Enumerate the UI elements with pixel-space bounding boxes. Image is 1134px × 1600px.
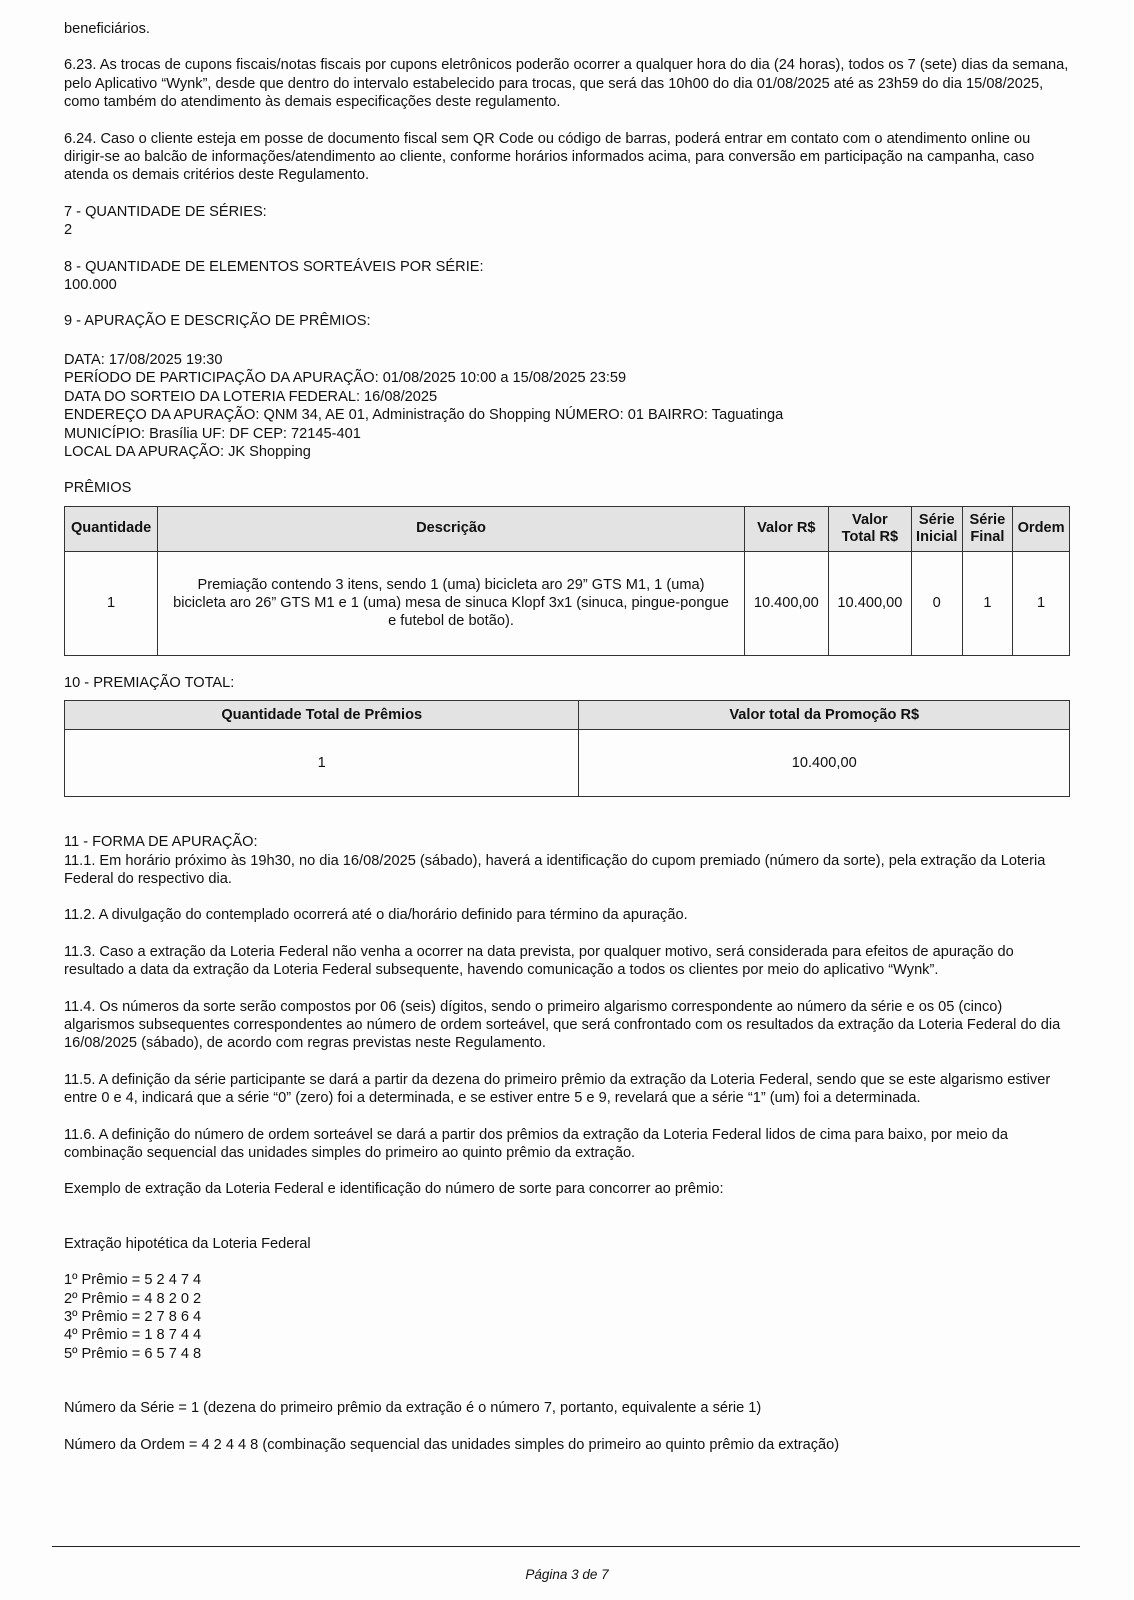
header-serie-inicial-line1: Série (918, 511, 955, 528)
total-table-header-row (65, 701, 1070, 730)
cell-ordem: 1 (1013, 551, 1070, 655)
cell-valor-total-promocao: 10.400,00 (579, 730, 1070, 797)
numero-serie: Número da Série = 1 (dezena do primeiro prêmio da extração é o número 7, portanto, equivalente a série 1) (64, 1400, 762, 1417)
cell-serie-inicial: 0 (911, 551, 962, 655)
paragraph-11-5: 11.5. A definição da série participante se dará a partir da dezena do primeiro prêmio da extração da Loteria Federal, sendo que se este algarismo estiver entre 0 e 4, indicará que a série “0” (zero) foi a determinada, e se estiver entre 5 e 9, revelará que a série “1” (um) foi a determinada. (64, 1071, 1051, 1107)
header-valor-total-line1: Valor (852, 511, 888, 528)
premios-list (64, 1271, 1070, 1363)
list-item: 4º Prêmio = 1 8 7 4 4 (64, 1327, 202, 1344)
section-11-title: 11 - FORMA DE APURAÇÃO: (64, 834, 258, 851)
section-7-value: 2 (64, 222, 73, 239)
header-descricao: Descrição (158, 506, 745, 551)
table-row (65, 730, 1070, 797)
footer-divider (52, 1546, 1080, 1547)
apuracao-local: LOCAL DA APURAÇÃO: JK Shopping (64, 443, 311, 460)
header-ordem: Ordem (1013, 506, 1070, 551)
table-row (65, 551, 1070, 655)
cell-descricao: Premiação contendo 3 itens, sendo 1 (uma) bicicleta aro 29” GTS M1, 1 (uma) bicicleta aro 26” GTS M1 e 1 (uma) mesa de sinuca Klopf 3x1 (sinuca, pingue-pongue e futebol de botão). (158, 551, 745, 655)
header-serie-final (962, 506, 1013, 551)
cell-valor: 10.400,00 (744, 551, 828, 655)
header-valor-total (828, 506, 911, 551)
apuracao-municipio: MUNICÍPIO: Brasília UF: DF CEP: 72145-401 (64, 425, 361, 442)
paragraph-11-3: 11.3. Caso a extração da Loteria Federal não venha a ocorrer na data prevista, por qualquer motivo, será considerada para efeitos de apuração do resultado a data da extração da Loteria Federal subsequente, havendo comunicação a todos os clientes por meio do aplicativo “Wynk”. (64, 943, 1014, 979)
header-quantidade-total: Quantidade Total de Prêmios (65, 701, 579, 730)
paragraph-6-24: 6.24. Caso o cliente esteja em posse de documento fiscal sem QR Code ou código de barras, poderá entrar em contato com o atendimento online ou dirigir-se ao balcão de informações/atendimento ao cliente, conforme horários informados acima, para conversão em participação na campanha, caso atenda os demais critérios deste Regulamento. (64, 130, 1035, 184)
header-valor-total-line2: Total R$ (841, 528, 899, 545)
cell-quantidade-total: 1 (65, 730, 579, 797)
paragraph-beneficiarios: beneficiários. (64, 21, 150, 37)
header-serie-final-line1: Série (969, 511, 1006, 528)
header-serie-inicial (911, 506, 962, 551)
numero-ordem: Número da Ordem = 4 2 4 4 8 (combinação sequencial das unidades simples do primeiro ao quinto prêmio da extração) (64, 1436, 840, 1453)
apuracao-periodo: PERÍODO DE PARTICIPAÇÃO DA APURAÇÃO: 01/08/2025 10:00 a 15/08/2025 23:59 (64, 370, 627, 387)
section-7-title: 7 - QUANTIDADE DE SÉRIES: (64, 203, 267, 220)
header-serie-final-line2: Final (970, 528, 1005, 545)
premios-label: PRÊMIOS (64, 480, 132, 497)
section-9-title: 9 - APURAÇÃO E DESCRIÇÃO DE PRÊMIOS: (64, 313, 371, 330)
apuracao-data-sorteio: DATA DO SORTEIO DA LOTERIA FEDERAL: 16/08/2025 (64, 388, 438, 405)
prize-table-header-row (65, 506, 1070, 551)
paragraph-11-6: 11.6. A definição do número de ordem sorteável se dará a partir dos prêmios da extração da Loteria Federal lidos de cima para baixo, por meio da combinação sequencial das unidades simples do primeiro ao quinto prêmio da extração. (64, 1126, 1008, 1161)
list-item: 3º Prêmio = 2 7 8 6 4 (64, 1309, 202, 1326)
apuracao-data: DATA: 17/08/2025 19:30 (64, 351, 223, 368)
header-serie-inicial-line2: Inicial (916, 528, 958, 545)
paragraph-exemplo: Exemplo de extração da Loteria Federal e identificação do número de sorte para concorrer ao prêmio: (64, 1181, 724, 1198)
paragraph-11-4: 11.4. Os números da sorte serão compostos por 06 (seis) dígitos, sendo o primeiro algarismo correspondente ao número da série e os 05 (cinco) algarismos subsequentes correspondentes ao número de ordem sorteável, que será confrontado com os resultados da extração da Loteria Federal do dia 16/08/2025 (sábado), de acordo com regras previstas neste Regulamento. (64, 998, 1061, 1052)
page-number: Página 3 de 7 (525, 1567, 609, 1582)
header-valor-total-promocao: Valor total da Promoção R$ (579, 701, 1070, 730)
cell-valor-total: 10.400,00 (828, 551, 911, 655)
apuracao-endereco: ENDEREÇO DA APURAÇÃO: QNM 34, AE 01, Administração do Shopping NÚMERO: 01 BAIRRO: Taguatinga (64, 407, 784, 424)
list-item: 1º Prêmio = 5 2 4 7 4 (64, 1272, 202, 1289)
section-8-title: 8 - QUANTIDADE DE ELEMENTOS SORTEÁVEIS POR SÉRIE: (64, 258, 484, 275)
apuracao-details (64, 351, 1070, 461)
extracao-title: Extração hipotética da Loteria Federal (64, 1235, 311, 1252)
paragraph-11-2: 11.2. A divulgação do contemplado ocorrerá até o dia/horário definido para término da apuração. (64, 907, 688, 924)
total-table (64, 700, 1070, 797)
header-valor: Valor R$ (744, 506, 828, 551)
section-10-title: 10 - PREMIAÇÃO TOTAL: (64, 674, 235, 691)
section-8-value: 100.000 (64, 277, 117, 294)
cell-quantidade: 1 (65, 551, 158, 655)
list-item: 5º Prêmio = 6 5 7 4 8 (64, 1345, 202, 1362)
header-quantidade: Quantidade (65, 506, 158, 551)
paragraph-6-23: 6.23. As trocas de cupons fiscais/notas fiscais por cupons eletrônicos poderão ocorrer a qualquer hora do dia (24 horas), todos os 7 (sete) dias da semana, pelo Aplicativo “Wynk”, desde que dentro do intervalo estabelecido para trocas, que será das 10h00 do dia 01/08/2025 até as 23h59 do dia 15/08/2025, como também do atendimento às demais especificações deste regulamento. (64, 57, 1069, 111)
prize-table (64, 506, 1070, 656)
list-item: 2º Prêmio = 4 8 2 0 2 (64, 1290, 202, 1307)
paragraph-11-1: 11.1. Em horário próximo às 19h30, no dia 16/08/2025 (sábado), haverá a identificação do cupom premiado (número da sorte), pela extração da Loteria Federal do respectivo dia. (64, 852, 1046, 887)
cell-serie-final: 1 (962, 551, 1013, 655)
